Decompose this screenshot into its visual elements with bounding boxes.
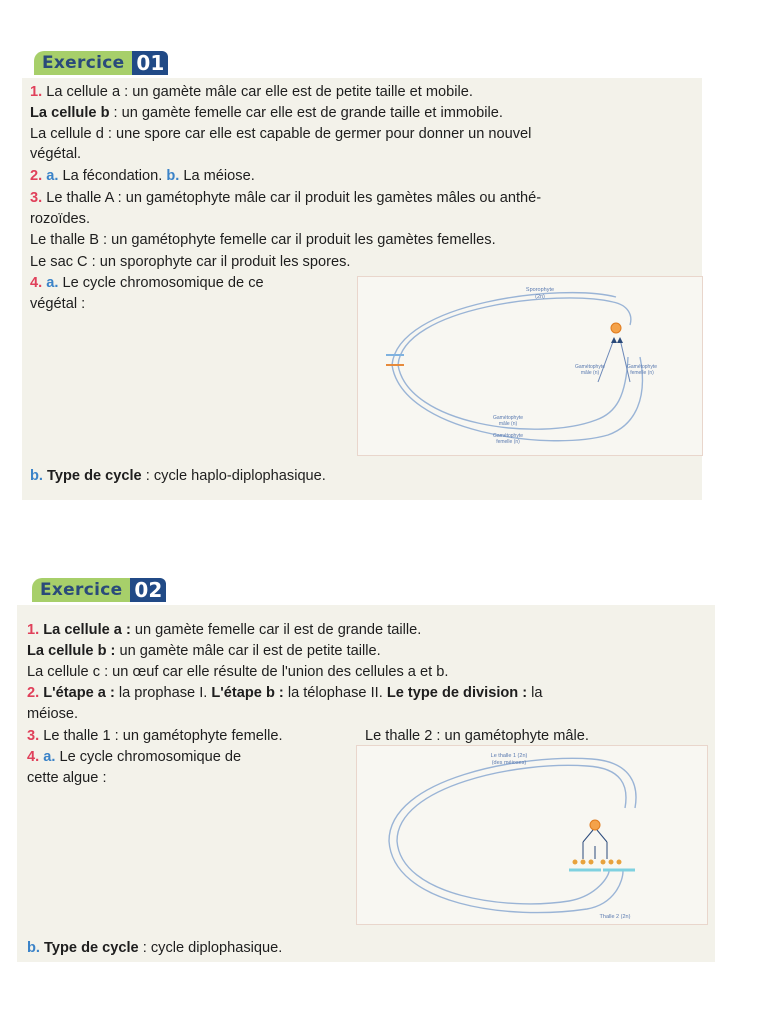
- sac-c-text: : un sporophyte car il produit les spores.: [87, 254, 351, 270]
- ex1-q3-line-c: [30, 253, 350, 272]
- ex1-q3-line-a2: rozoïdes.: [30, 211, 91, 227]
- step-a-text: la prophase I.: [114, 685, 212, 701]
- ex2-q1-line-a: [27, 621, 421, 640]
- ex2-q4-line-b: [27, 939, 282, 958]
- cell-a-text: : un gamète mâle car elle est de petite taille et mobile.: [120, 84, 473, 100]
- branch-lines: [583, 842, 607, 859]
- question-number: 1.: [27, 622, 40, 638]
- sub-a: a.: [46, 275, 59, 291]
- question-number: 3.: [30, 190, 43, 206]
- cell-b-text: : un gamète femelle car elle est de grande taille et immobile.: [109, 105, 503, 121]
- step-b-label: L'étape b :: [211, 685, 284, 701]
- exercise-2-badge: [32, 578, 166, 602]
- sub-b: b.: [27, 940, 40, 956]
- ex1-q3-line-a: [30, 189, 541, 208]
- sub-a: a.: [46, 168, 59, 184]
- cycle-diagram-svg: [357, 746, 707, 924]
- cycle-arc-bottom: [397, 841, 609, 904]
- ex1-q1-line-d2: végétal.: [30, 146, 82, 162]
- arrow-left: [583, 830, 593, 842]
- life-cycle-figure-2: [356, 745, 708, 925]
- division-type-text: la: [527, 685, 543, 701]
- cell-b-text: un gamète mâle car il est de petite taille.: [115, 643, 381, 659]
- label-gm-male-2: mâle (n): [580, 370, 600, 376]
- question-number: 1.: [30, 84, 43, 100]
- thalle-a-label: Le thalle A: [46, 190, 114, 206]
- cycle-type-text: : cycle haplo-diplophasique.: [141, 468, 326, 484]
- badge-word: Exercice: [32, 578, 130, 602]
- ex2-q1-line-b: [27, 642, 381, 661]
- ex2-q2-line: [27, 684, 543, 703]
- label-gm-female-bottom: Gamétophyte: [492, 433, 524, 439]
- zygote-icon: [611, 323, 621, 333]
- ex2-q3-thalle-2: Le thalle 2 : un gamétophyte mâle.: [365, 728, 589, 744]
- ex1-q4-line-b: [30, 467, 326, 486]
- thalle-a-text: : un gamétophyte mâle car il produit les gamètes mâles ou anthé-: [113, 190, 542, 206]
- cycle-arc-bottom-outer: [389, 841, 623, 913]
- thalle-1-text: Le thalle 1 : un gamétophyte femelle.: [39, 728, 283, 744]
- label-sporophyte-ploidy: (2n): [535, 294, 545, 300]
- cycle-type-label: Type de cycle: [39, 940, 139, 956]
- cycle-arc-top: [398, 298, 631, 365]
- label-gm-male: Gamétophyte: [574, 364, 606, 370]
- badge-number: 02: [130, 578, 166, 602]
- cell-a-text: un gamète femelle car il est de grande taille.: [130, 622, 422, 638]
- question-number: 4.: [30, 275, 43, 291]
- cell-a-label: La cellule a :: [43, 622, 131, 638]
- division-type-label: Le type de division :: [386, 685, 528, 701]
- ex2-q2-line-2: méiose.: [27, 706, 79, 722]
- arrow-head-icon: [611, 337, 617, 343]
- ex1-q4-line-a2: végétal :: [30, 296, 86, 312]
- cell-d-text: : une spore car elle est capable de germer pour donner un nouvel: [103, 126, 532, 142]
- ex2-q1-line-c: La cellule c : un œuf car elle résulte de l'union des cellules a et b.: [27, 664, 449, 680]
- ex1-q3-line-b: [30, 231, 496, 250]
- question-number: 3.: [27, 728, 40, 744]
- arrow-head-icon: [617, 337, 623, 343]
- cell-b-label: La cellule b :: [27, 643, 116, 659]
- sub-b: b.: [30, 468, 43, 484]
- sub-a: a.: [43, 749, 56, 765]
- ex1-q4-line-a: [30, 274, 264, 293]
- label-thalle-1-2: (des méioses): [491, 760, 527, 766]
- ex2-q4-line-a: [27, 748, 241, 767]
- question-number: 2.: [27, 685, 40, 701]
- cycle-type-text: : cycle diplophasique.: [138, 940, 283, 956]
- label-gm-female-bottom-2: femelle (n): [496, 439, 520, 445]
- ex1-q2-line: [30, 167, 255, 186]
- label-thalle-2: Thalle 2 (2n): [599, 914, 631, 920]
- q4a-text: Le cycle chromosomique de: [55, 749, 242, 765]
- badge-number: 01: [132, 51, 168, 75]
- answer-a: La fécondation.: [58, 168, 167, 184]
- label-gm-female-2: femelle (n): [630, 370, 654, 376]
- ex1-q1-line-d: [30, 125, 531, 144]
- gametes-row-icon: [573, 860, 622, 865]
- question-number: 4.: [27, 749, 40, 765]
- badge-word: Exercice: [34, 51, 132, 75]
- answer-b: La méiose.: [179, 168, 255, 184]
- ex1-q1-line-a: [30, 83, 473, 102]
- cycle-type-label: Type de cycle: [42, 468, 142, 484]
- exercise-1-badge: [34, 51, 168, 75]
- sub-b: b.: [166, 168, 180, 184]
- thalle-b-text: : un gamétophyte femelle car il produit les gamètes femelles.: [98, 232, 496, 248]
- label-gm-female: Gamétophyte: [626, 364, 658, 370]
- label-sporophyte: Sporophyte: [525, 287, 555, 293]
- cell-a-label: La cellule a: [46, 84, 121, 100]
- cycle-diagram-svg: [358, 277, 702, 455]
- cell-b-label: La cellule b: [30, 105, 110, 121]
- sac-c-label: Le sac C: [30, 254, 88, 270]
- arrow-male: [598, 339, 614, 382]
- q4a-text: Le cycle chromosomique de ce: [58, 275, 264, 291]
- ex2-q3-line: [27, 727, 283, 746]
- question-number: 2.: [30, 168, 43, 184]
- cell-d-label: La cellule d: [30, 126, 104, 142]
- step-a-label: L'étape a :: [43, 685, 115, 701]
- label-thalle-1: Le thalle 1 (2n): [490, 753, 528, 759]
- label-gm-male-bottom-2: mâle (n): [498, 421, 518, 427]
- life-cycle-figure-1: [357, 276, 703, 456]
- ex1-q1-line-b: [30, 104, 503, 123]
- cycle-arc-top: [397, 765, 626, 841]
- zygote-icon: [590, 820, 600, 830]
- thalle-b-label: Le thalle B: [30, 232, 99, 248]
- step-b-text: la télophase II.: [283, 685, 387, 701]
- ex2-q4-line-a2: cette algue :: [27, 770, 107, 786]
- arrow-right: [597, 830, 607, 842]
- label-gm-male-bottom: Gamétophyte: [492, 415, 524, 421]
